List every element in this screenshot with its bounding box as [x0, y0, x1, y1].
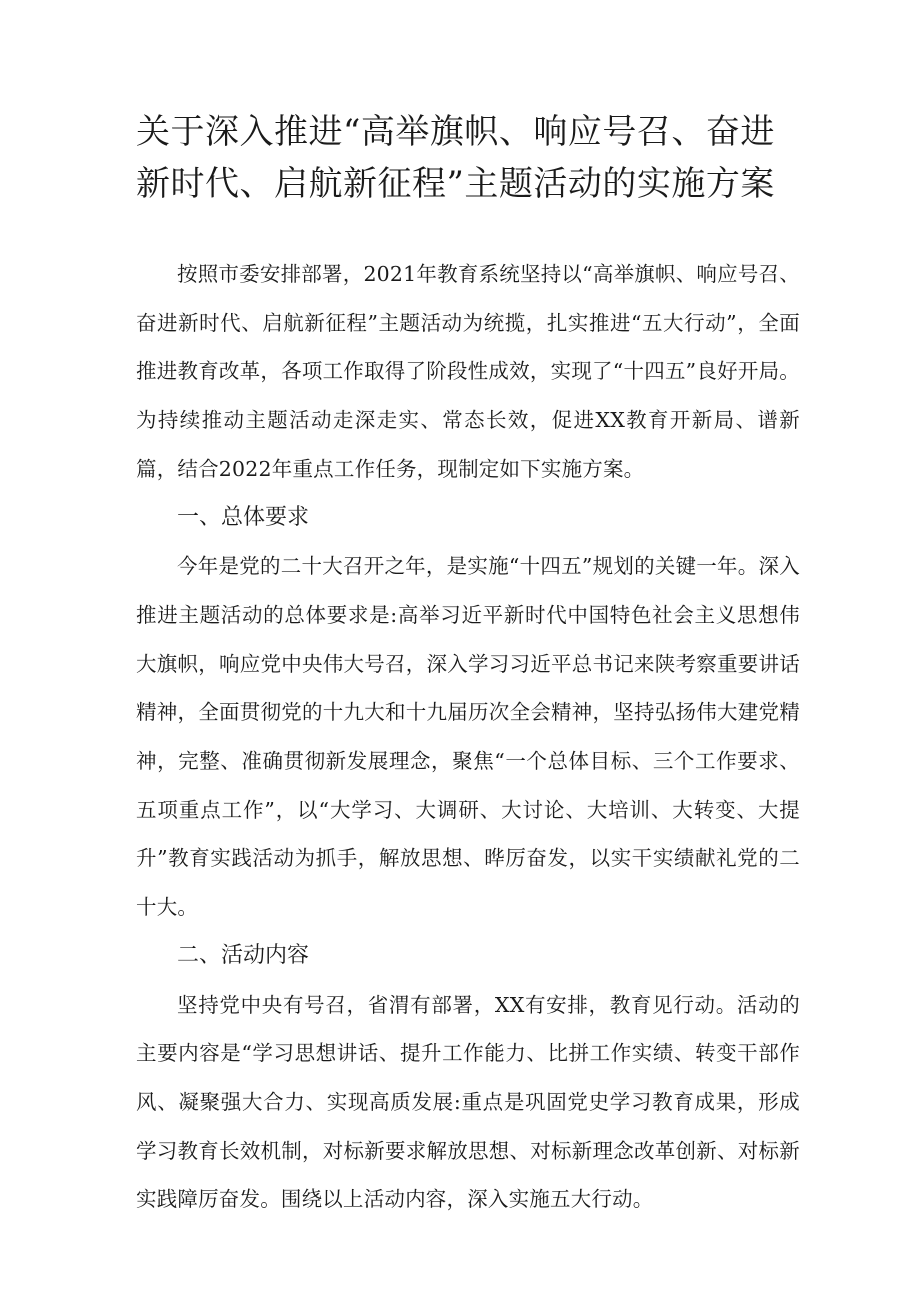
intro-paragraph: 按照市委安排部署，2021年教育系统坚持以“高举旗帜、响应号召、奋进新时代、启航新征程”主题活动为统揽，扎实推进“五大行动”，全面推进教育改革，各项工作取得了阶段性成效，实现了“十四五”良好开局。为持续推动主题活动走深走实、常态长效，促进XX教育开新局、谱新篇，结合2022年重点工作任务，现制定如下实施方案。 — [136, 262, 800, 481]
section-heading-overall-requirements: 一、总体要求 — [177, 504, 310, 530]
document-title: 关于深入推进“高举旗帜、响应号召、奋进新时代、启航新征程”主题活动的实施方案 — [136, 112, 775, 204]
document-body — [136, 250, 800, 1224]
section-heading-activity-content: 二、活动内容 — [177, 942, 310, 968]
section-paragraph-overall-requirements: 今年是党的二十大召开之年，是实施“十四五”规划的关键一年。深入推进主题活动的总体要求是:高举习近平新时代中国特色社会主义思想伟大旗帜，响应党中央伟大号召，深入学习习近平总书记来陕考察重要讲话精神，全面贯彻党的十九大和十九届历次全会精神，坚持弘扬伟大建党精神，完整、准确贯彻新发展理念，聚焦“一个总体目标、三个工作要求、五项重点工作”，以“大学习、大调研、大讨论、大培训、大转变、大提升”教育实践活动为抓手，解放思想、晔厉奋发，以实干实绩献礼党的二十大。 — [136, 554, 800, 920]
section-paragraph-activity-content: 坚持党中央有号召，省渭有部署，XX有安排，教育见行动。活动的主要内容是“学习思想讲话、提升工作能力、比拼工作实绩、转变干部作风、凝聚强大合力、实现高质发展:重点是巩固党史学习教育成果，形成学习教育长效机制，对标新要求解放思想、对标新理念改革创新、对标新实践障厉奋发。围绕以上活动内容，深入实施五大行动。 — [136, 992, 800, 1212]
